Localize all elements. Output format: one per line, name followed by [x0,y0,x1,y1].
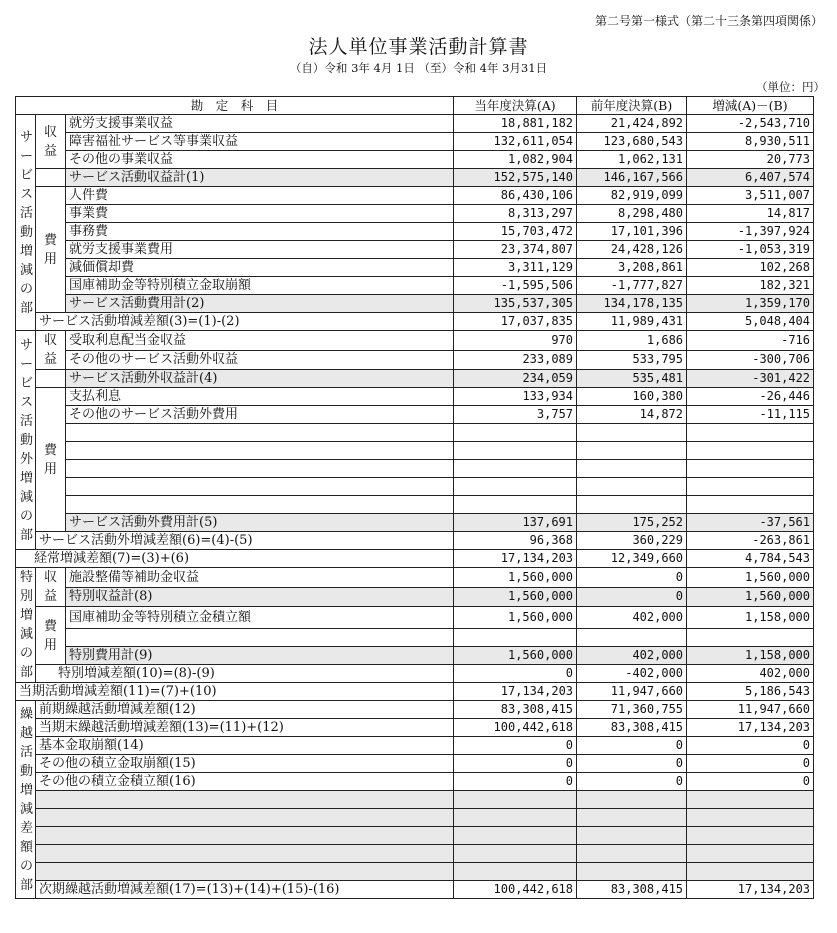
blank-cell [454,809,577,827]
item-name: 特別増減差額(10)=(8)-(9) [36,665,454,683]
blank-cell [66,496,454,514]
value-current: 17,134,203 [454,683,577,701]
value-diff: 5,048,404 [687,313,814,331]
table-row [16,701,814,719]
value-diff: -300,706 [687,350,814,370]
section-label-carry: 繰越活動増減差額の部 [16,701,36,899]
value-current: 100,442,618 [454,719,577,737]
table-row [16,773,814,791]
blank-cell [577,863,687,881]
item-name: 障害福祉サービス等事業収益 [66,133,454,151]
header-current: 当年度決算(A) [454,97,577,115]
blank-cell [66,478,454,496]
blank-cell [36,809,454,827]
item-name: サービス活動収益計(1) [66,169,454,187]
item-name: 事務費 [66,223,454,241]
value-current: 18,881,182 [454,115,577,133]
table-row [16,115,814,133]
table-row [16,241,814,259]
value-previous: 0 [577,737,687,755]
table-row [16,331,814,351]
blank-cell [66,460,454,478]
value-previous: 360,229 [577,532,687,550]
value-diff: 102,268 [687,259,814,277]
value-previous: 402,000 [577,607,687,629]
value-previous: 14,872 [577,406,687,424]
item-name: 人件費 [66,187,454,205]
blank-cell [577,478,687,496]
value-diff: 1,560,000 [687,587,814,607]
value-previous: 21,424,892 [577,115,687,133]
value-diff: 3,511,007 [687,187,814,205]
blank-row [16,442,814,460]
blank-cell [454,863,577,881]
blank-cell [577,827,687,845]
item-name: 国庫補助金等特別積立金取崩額 [66,277,454,295]
item-name: サービス活動費用計(2) [66,295,454,313]
value-previous: 24,428,126 [577,241,687,259]
activity-statement-table [15,96,814,899]
net-row [16,532,814,550]
blank-cell [36,845,454,863]
blank-cell [687,791,814,809]
value-diff: -1,397,924 [687,223,814,241]
subtotal-row [16,647,814,665]
value-diff: -263,861 [687,532,814,550]
value-previous: 17,101,396 [577,223,687,241]
subtotal-row [16,295,814,313]
form-identifier: 第二号第一様式（第二十三条第四項関係） [594,14,823,28]
blank-row [16,460,814,478]
value-diff: 1,359,170 [687,295,814,313]
item-name: その他のサービス活動外収益 [66,350,454,370]
value-previous: 71,360,755 [577,701,687,719]
table-row [16,737,814,755]
value-current: 137,691 [454,514,577,532]
value-previous: -1,777,827 [577,277,687,295]
blank-cell [687,496,814,514]
value-current: 234,059 [454,370,577,388]
item-name: 特別収益計(8) [66,587,454,607]
value-current: 86,430,106 [454,187,577,205]
value-previous: 1,062,131 [577,151,687,169]
sub-label-expense: 費用 [36,388,66,532]
value-previous: 134,178,135 [577,295,687,313]
value-diff: -2,543,710 [687,115,814,133]
value-current: 15,703,472 [454,223,577,241]
blank-cell [454,827,577,845]
item-name: 基本金取崩額(14) [36,737,454,755]
table-row [16,406,814,424]
value-previous: 1,686 [577,331,687,351]
page-title: 法人単位事業活動計算書 [308,36,529,58]
blank-cell [577,809,687,827]
value-previous: 535,481 [577,370,687,388]
item-name: サービス活動外増減差額(6)=(4)-(5) [36,532,454,550]
value-previous: 83,308,415 [577,881,687,899]
sub-label-expense: 費用 [36,187,66,313]
table-row [16,755,814,773]
net-row [16,683,814,701]
blank-row [16,496,814,514]
reporting-period: （自）令和 3年 4月 1日 （至）令和 4年 3月31日 [289,61,548,75]
blank-cell [36,791,454,809]
sub-label-expense: 費用 [36,607,66,665]
table-row [16,223,814,241]
value-diff: 8,930,511 [687,133,814,151]
blank-cell [687,845,814,863]
value-current: 83,308,415 [454,701,577,719]
value-diff: 402,000 [687,665,814,683]
blank-row [16,809,814,827]
value-current: 1,082,904 [454,151,577,169]
blank-row [16,827,814,845]
blank-row [16,791,814,809]
table-row [16,719,814,737]
value-previous: 0 [577,755,687,773]
table-row [16,568,814,588]
value-diff: 17,134,203 [687,719,814,737]
value-current: 0 [454,665,577,683]
blank-cell [66,629,454,647]
blank-cell [577,442,687,460]
value-current: 100,442,618 [454,881,577,899]
header-diff: 増減(A)－(B) [687,97,814,115]
value-diff: -37,561 [687,514,814,532]
item-name: その他の積立金取崩額(15) [36,755,454,773]
value-previous: 160,380 [577,388,687,406]
item-name: 減価償却費 [66,259,454,277]
value-current: 1,560,000 [454,587,577,607]
value-previous: 123,680,543 [577,133,687,151]
blank-cell [66,424,454,442]
item-name: 就労支援事業費用 [66,241,454,259]
table-header-row [16,97,814,115]
table-row [16,259,814,277]
blank-cell [687,629,814,647]
blank-cell [454,791,577,809]
item-name: 受取利息配当金収益 [66,331,454,351]
table-row [16,388,814,406]
value-current: 1,560,000 [454,647,577,665]
item-name: その他の事業収益 [66,151,454,169]
value-diff: 1,158,000 [687,607,814,629]
table-row [16,277,814,295]
table-row [16,133,814,151]
item-name: 施設整備等補助金収益 [66,568,454,588]
sub-label-revenue: 収益 [36,568,66,607]
table-row [16,187,814,205]
item-name: 当期末繰越活動増減差額(13)=(11)+(12) [36,719,454,737]
blank-cell [454,845,577,863]
item-name: 経常増減差額(7)=(3)+(6) [16,550,454,568]
blank-cell [454,496,577,514]
value-previous: 0 [577,587,687,607]
blank-cell [687,442,814,460]
item-name: サービス活動外費用計(5) [66,514,454,532]
blank-cell [454,424,577,442]
blank-cell [36,863,454,881]
table-row [16,350,814,370]
value-previous: 83,308,415 [577,719,687,737]
blank-cell [687,809,814,827]
sub-label-revenue: 収益 [36,331,66,370]
value-previous: 533,795 [577,350,687,370]
item-name: 次期繰越活動増減差額(17)=(13)+(14)+(15)-(16) [36,881,454,899]
value-current: 135,537,305 [454,295,577,313]
item-name: サービス活動増減差額(3)=(1)-(2) [36,313,454,331]
value-previous: 3,208,861 [577,259,687,277]
value-previous: 8,298,480 [577,205,687,223]
value-current: 133,934 [454,388,577,406]
net-row [16,550,814,568]
value-diff: 5,186,543 [687,683,814,701]
value-diff: 17,134,203 [687,881,814,899]
value-current: -1,595,506 [454,277,577,295]
item-name: 支払利息 [66,388,454,406]
net-row [16,313,814,331]
blank-row [16,424,814,442]
subtotal-row [16,370,814,388]
value-current: 23,374,807 [454,241,577,259]
total-row [16,881,814,899]
blank-row [16,863,814,881]
value-previous: 11,989,431 [577,313,687,331]
section-label-special: 特別増減の部 [16,568,36,683]
blank-cell [36,370,66,388]
blank-row [16,478,814,496]
value-previous: -402,000 [577,665,687,683]
blank-cell [454,460,577,478]
blank-cell [687,424,814,442]
net-row [16,665,814,683]
value-previous: 11,947,660 [577,683,687,701]
value-current: 3,311,129 [454,259,577,277]
blank-row [16,629,814,647]
value-current: 132,611,054 [454,133,577,151]
blank-cell [66,442,454,460]
value-diff: -11,115 [687,406,814,424]
blank-cell [687,827,814,845]
item-name: 前期繰越活動増減差額(12) [36,701,454,719]
value-diff: 0 [687,755,814,773]
blank-cell [454,442,577,460]
blank-cell [577,629,687,647]
item-name: 当期活動増減差額(11)=(7)+(10) [16,683,454,701]
value-current: 152,575,140 [454,169,577,187]
blank-cell [577,460,687,478]
value-current: 0 [454,737,577,755]
value-current: 1,560,000 [454,607,577,629]
value-current: 17,134,203 [454,550,577,568]
section-label-service: サービス活動増減の部 [16,115,36,331]
sub-label-revenue: 収益 [36,115,66,169]
value-previous: 0 [577,568,687,588]
value-diff: -26,446 [687,388,814,406]
value-current: 17,037,835 [454,313,577,331]
value-diff: 1,158,000 [687,647,814,665]
value-previous: 0 [577,773,687,791]
table-row [16,151,814,169]
blank-cell [687,478,814,496]
value-previous: 175,252 [577,514,687,532]
value-diff: 182,321 [687,277,814,295]
value-current: 0 [454,755,577,773]
value-diff: 11,947,660 [687,701,814,719]
header-item: 勘 定 科 目 [16,97,454,115]
blank-cell [577,791,687,809]
blank-cell [687,863,814,881]
table-row [16,205,814,223]
value-previous: 82,919,099 [577,187,687,205]
blank-cell [454,478,577,496]
value-diff: -716 [687,331,814,351]
blank-cell [577,496,687,514]
subtotal-row [16,514,814,532]
value-diff: 20,773 [687,151,814,169]
value-current: 8,313,297 [454,205,577,223]
unit-label: （単位：円） [756,80,825,94]
value-current: 1,560,000 [454,568,577,588]
item-name: 国庫補助金等特別積立金積立額 [66,607,454,629]
item-name: 就労支援事業収益 [66,115,454,133]
item-name: 特別費用計(9) [66,647,454,665]
value-diff: 6,407,574 [687,169,814,187]
value-diff: -1,053,319 [687,241,814,259]
section-label-nonservice: サービス活動外増減の部 [16,331,36,550]
header-previous: 前年度決算(B) [577,97,687,115]
value-current: 3,757 [454,406,577,424]
item-name: 事業費 [66,205,454,223]
value-diff: 1,560,000 [687,568,814,588]
value-current: 0 [454,773,577,791]
value-diff: 0 [687,737,814,755]
value-previous: 402,000 [577,647,687,665]
subtotal-row [16,587,814,607]
subtotal-row [16,169,814,187]
blank-cell [687,460,814,478]
value-diff: -301,422 [687,370,814,388]
value-diff: 14,817 [687,205,814,223]
item-name: その他の積立金積立額(16) [36,773,454,791]
blank-cell [36,169,66,187]
blank-cell [577,845,687,863]
value-current: 233,089 [454,350,577,370]
value-current: 96,368 [454,532,577,550]
value-previous: 12,349,660 [577,550,687,568]
value-diff: 0 [687,773,814,791]
blank-cell [577,424,687,442]
item-name: サービス活動外収益計(4) [66,370,454,388]
value-current: 970 [454,331,577,351]
item-name: その他のサービス活動外費用 [66,406,454,424]
value-diff: 4,784,543 [687,550,814,568]
blank-row [16,845,814,863]
blank-cell [36,827,454,845]
blank-cell [454,629,577,647]
value-previous: 146,167,566 [577,169,687,187]
table-row [16,607,814,629]
